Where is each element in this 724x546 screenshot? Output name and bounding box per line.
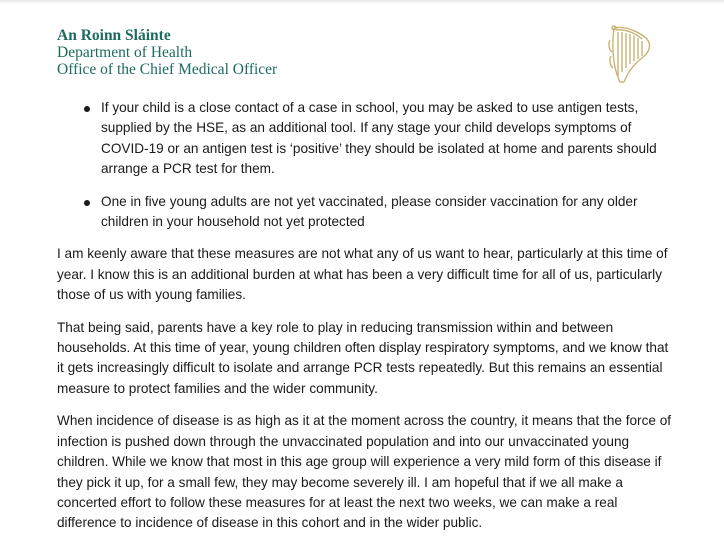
harp-icon — [606, 22, 656, 86]
bullet-list — [57, 98, 675, 232]
bullet-text: If your child is a close contact of a case in school, you may be asked to use antigen tests, supplied by the HSE, as an additional tool. If any stage your child develops symptoms of COVID-19 or an antigen test is ‘positive’ they should be isolated at home and parents should arrange a PCR test for them. — [101, 100, 657, 177]
bullet-text: One in five young adults are not yet vaccinated, please consider vaccination for any older children in your household not yet protected — [101, 193, 638, 230]
bullet-item — [57, 98, 675, 180]
bullet-icon — [84, 200, 90, 206]
bullet-item — [57, 192, 675, 233]
letter-body — [57, 98, 675, 546]
paragraph: I am keenly aware that these measures are not what any of us want to hear, particularly at this time of year. I know this is an additional burden at what has been a very difficult time for all of us, particularly those of us with young families. — [57, 246, 668, 303]
paragraph: That being said, parents have a key role to play in reducing transmission within and between households. At this time of year, young children often display respiratory symptoms, and we know that it gets increasingly difficult to isolate and arrange PCR tests repeatedly. But this remains an essential measure to protect families and the wider community. — [57, 319, 669, 396]
letterhead — [57, 27, 277, 78]
letterhead-irish-name: An Roinn Sláinte — [57, 27, 171, 44]
paragraph: When incidence of disease is as high as it at the moment across the country, it means that the force of infection is pushed down through the unvaccinated population and into our unvaccinated young children. While we know that most in this age group will experience a very mild form of this disease if they pick it up, for a small few, they may become severely ill. I am hopeful that if we all make a concerted effort to follow these measures for at least the next two weeks, we can make a real difference to incidence of disease in this cohort and in the wider public. — [57, 413, 672, 531]
letterhead-department: Department of Health — [57, 44, 193, 61]
bullet-icon — [84, 106, 90, 112]
letterhead-office: Office of the Chief Medical Officer — [57, 61, 278, 78]
top-rule — [0, 0, 724, 4]
